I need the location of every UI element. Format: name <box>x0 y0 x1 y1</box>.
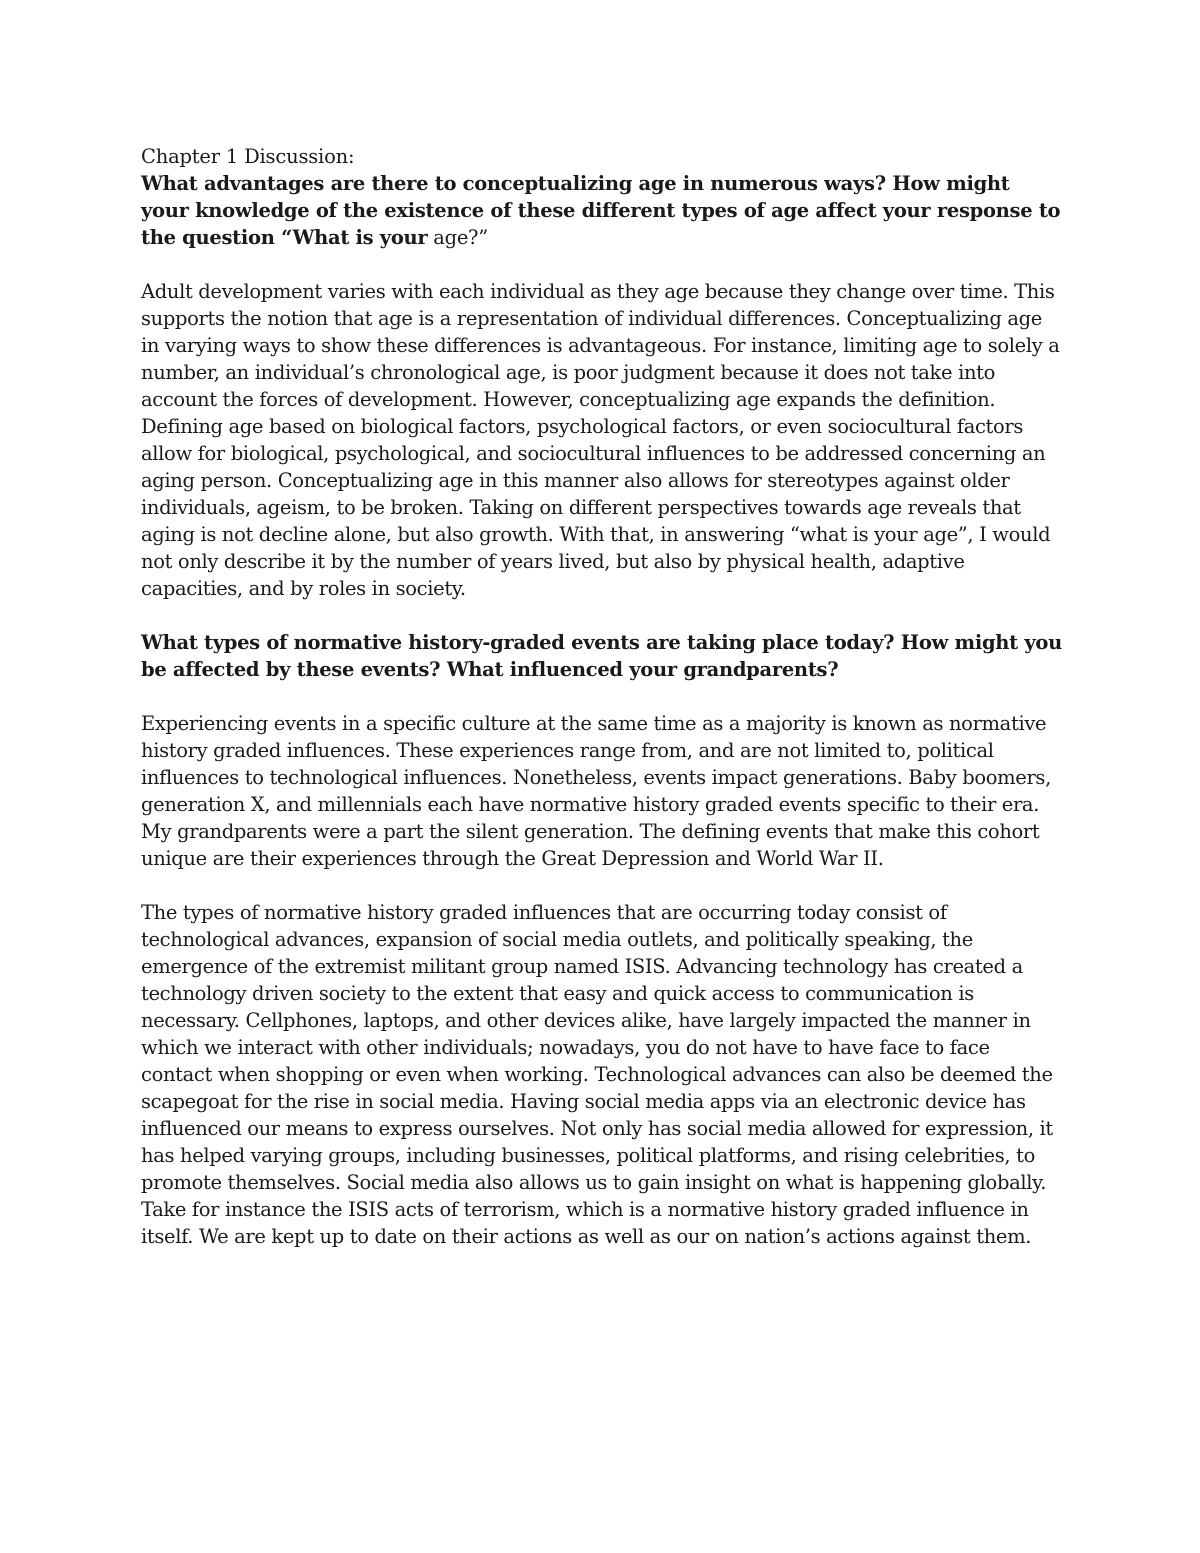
question-1 <box>141 170 1063 251</box>
paragraph-spacer <box>141 251 1063 278</box>
answer-1: Adult development varies with each individual as they age because they change over time. This supports the notion that age is a representation of individual differences. Conceptualizing age in varying ways to show these differences is advantageous. For instance, limiting age to solely a number, an individual’s chronological age, is poor judgment because it does not take into account the forces of development. However, conceptualizing age expands the definition. Defining age based on biological factors, psychological factors, or even sociocultural factors allow for biological, psychological, and sociocultural influences to be addressed concerning an aging person. Conceptualizing age in this manner also allows for stereotypes against older individuals, ageism, to be broken. Taking on different perspectives towards age reveals that aging is not decline alone, but also growth. With that, in answering “what is your age”, I would not only describe it by the number of years lived, but also by physical health, adaptive capacities, and by roles in society. <box>141 280 1060 600</box>
paragraph-spacer <box>141 602 1063 629</box>
answer-2-paragraph-2: The types of normative history graded influences that are occurring today consist of technological advances, expansion of social media outlets, and politically speaking, the emergence of the extremist militant group named ISIS. Advancing technology has created a technology driven society to the extent that easy and quick access to communication is necessary. Cellphones, laptops, and other devices alike, have largely impacted the manner in which we interact with other individuals; nowadays, you do not have to have face to face contact when shopping or even when working. Technological advances can also be deemed the scapegoat for the rise in social media. Having social media apps via an electronic device has influenced our means to express ourselves. Not only has social media allowed for expression, it has helped varying groups, including businesses, political platforms, and rising celebrities, to promote themselves. Social media also allows us to gain insight on what is happening globally. Take for instance the ISIS acts of terrorism, which is a normative history graded influence in itself. We are kept up to date on their actions as well as our on nation’s actions against them. <box>141 901 1053 1248</box>
document-body <box>141 143 1063 1250</box>
question-1-bold-text: What advantages are there to conceptualizing age in numerous ways? How might your knowledge of the existence of these different types of age affect your response to the question “What is your <box>141 172 1061 249</box>
question-1-tail-text: age?” <box>427 226 488 249</box>
paragraph-spacer <box>141 683 1063 710</box>
answer-2-paragraph-1: Experiencing events in a specific culture at the same time as a majority is known as normative history graded influences. These experiences range from, and are not limited to, political influences to technological influences. Nonetheless, events impact generations. Baby boomers, generation X, and millennials each have normative history graded events specific to their era. My grandparents were a part the silent generation. The defining events that make this cohort unique are their experiences through the Great Depression and World War II. <box>141 712 1051 870</box>
question-2: What types of normative history-graded events are taking place today? How might you be affected by these events? What influenced your grandparents? <box>141 631 1062 681</box>
paragraph-spacer <box>141 872 1063 899</box>
chapter-title: Chapter 1 Discussion: <box>141 145 355 168</box>
